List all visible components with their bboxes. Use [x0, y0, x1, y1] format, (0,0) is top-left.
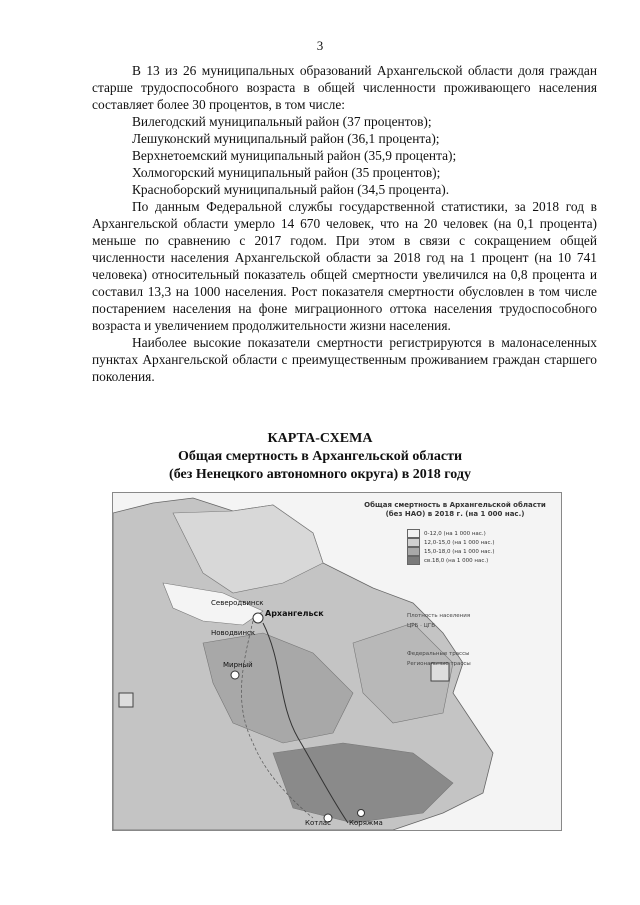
- legend-label: 0-12,0 (на 1 000 нас.): [424, 530, 486, 537]
- paragraph-1: В 13 из 26 муниципальных образований Архангельской области доля граждан старше трудоспособного возраста в общей численности проживающего населения составляет более 30 процентов, в том числе:: [92, 63, 597, 112]
- paragraph-3: Наиболее высокие показатели смертности регистрируются в малонаселенных пунктах Архангельской области с преимущественным проживанием граждан старшего поколения.: [92, 335, 597, 384]
- legend-row: [407, 547, 553, 556]
- legend-label: св.18,0 (на 1 000 нас.): [424, 557, 489, 564]
- legend-swatch: [407, 538, 420, 547]
- legend-swatch: [407, 529, 420, 538]
- map-title: [0, 430, 640, 484]
- list-item: Верхнетоемский муниципальный район (35,9 процента);: [132, 148, 457, 163]
- koryazhma-marker: [358, 810, 365, 817]
- city-label-severodvinsk: Северодвинск: [211, 599, 264, 607]
- mirny-marker: [231, 671, 239, 679]
- legend-row: [407, 529, 553, 538]
- map-legend: [357, 501, 553, 667]
- city-label-kotlas: Котлас: [305, 819, 331, 827]
- city-label-mirny: Мирный: [223, 661, 253, 669]
- map-title-line3: (без Ненецкого автономного округа) в 2018 году: [169, 467, 471, 482]
- legend-regional: Региональные трассы: [407, 661, 471, 667]
- list-item: Холмогорский муниципальный район (35 процентов);: [132, 165, 441, 180]
- legend-row: [407, 538, 553, 547]
- legend-crb: ЦРБ · ЦГБ: [407, 623, 436, 629]
- city-label-koryazhma: Коряжма: [349, 819, 383, 827]
- list-item: Вилегодский муниципальный район (37 процентов);: [132, 114, 432, 129]
- legend-swatch: [407, 547, 420, 556]
- city-label-arkhangelsk: Архангельск: [265, 609, 324, 618]
- legend-title: Общая смертность в Архангельской области (без НАО) в 2018 г. (на 1 000 нас.): [364, 501, 546, 518]
- legend-label: 15,0-18,0 (на 1 000 нас.): [424, 548, 495, 555]
- coat-of-arms-icon: [119, 693, 133, 707]
- body-text: [92, 62, 597, 385]
- legend-row: [407, 556, 553, 565]
- legend-swatch: [407, 556, 420, 565]
- list-item: Красноборский муниципальный район (34,5 процента).: [132, 182, 450, 197]
- list-item: Лешуконский муниципальный район (36,1 процента);: [132, 131, 440, 146]
- city-label-novodvinsk: Новодвинск: [211, 629, 256, 637]
- page-number: 3: [316, 38, 324, 53]
- map-title-line1: КАРТА-СХЕМА: [267, 431, 373, 446]
- legend-density: Плотность населения: [407, 613, 471, 619]
- map-title-line2: Общая смертность в Архангельской области: [177, 449, 463, 464]
- map-figure: [112, 492, 562, 831]
- legend-federal: Федеральные трассы: [407, 651, 470, 657]
- arkhangelsk-marker: [253, 613, 263, 623]
- legend-label: 12,0-15,0 (на 1 000 нас.): [424, 539, 495, 546]
- paragraph-2: По данным Федеральной службы государственной статистики, за 2018 год в Архангельской области умерло 14 670 человек, что на 20 человек (на 0,1 процента) меньше по сравнению с 2017 годом. При этом в связи с сокращением общей численности населения Архангельской области за 2018 год на 1 процент (на 10 741 человека) относительный показатель общей смертности увеличился на 0,8 процента и составил 13,3 на 1000 населения. Рост показателя смертности обусловлен в том числе постарением населения на фоне миграционного оттока населения трудоспособного возраста и увеличением продолжительности жизни населения.: [92, 199, 597, 333]
